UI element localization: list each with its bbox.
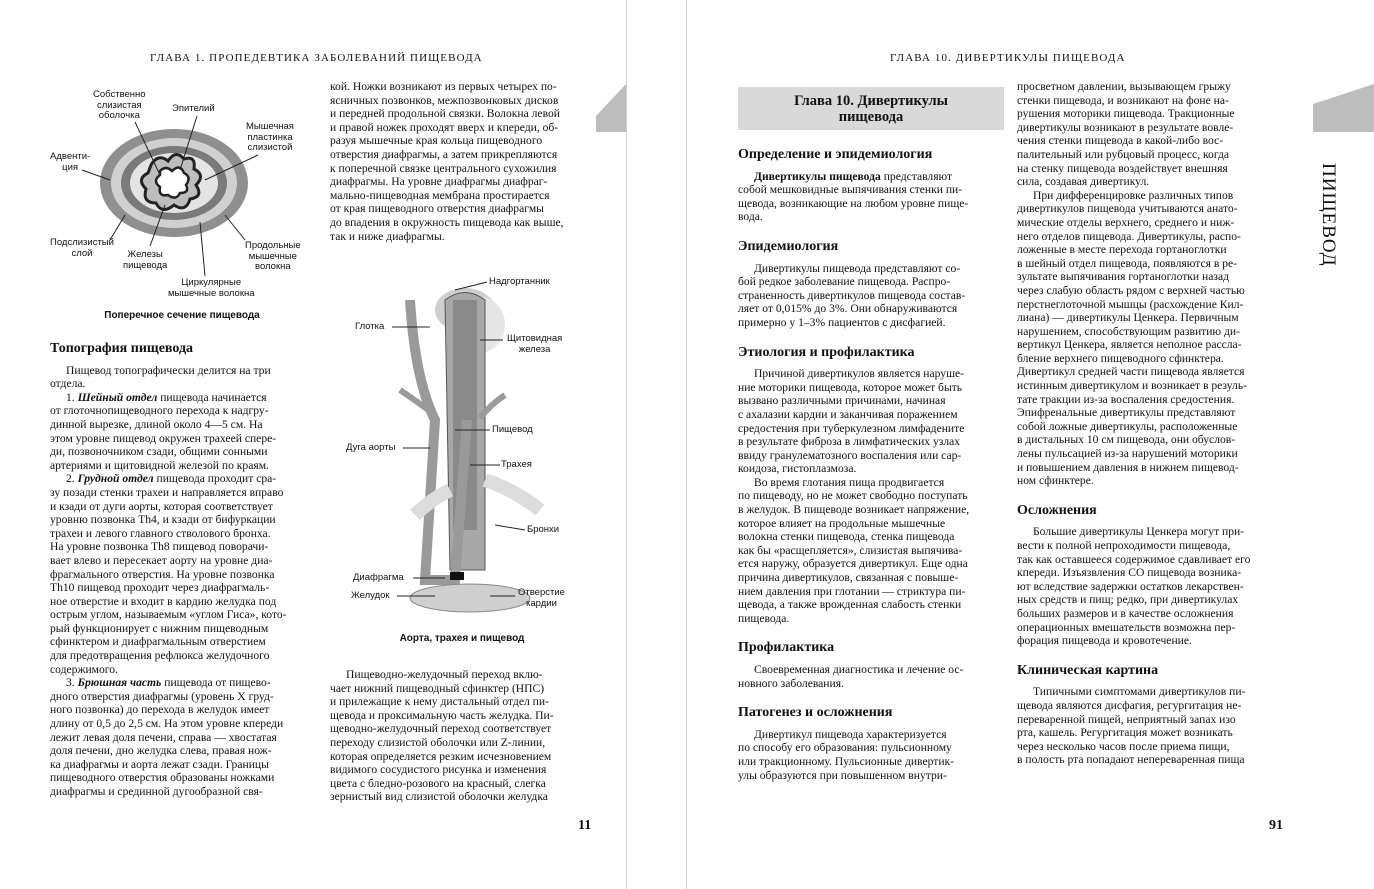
left-page [0,0,627,889]
label-submucosa: Подслизистый слой [50,237,114,259]
lumen [156,167,189,197]
definition-paragraph: Дивертикулы пищевода представляют [754,169,953,183]
figure2-caption: Аорта, трахея и пищевод [399,633,525,644]
label-pharynx: Глотка [355,321,385,332]
label-epithelium: Эпителий [172,103,215,114]
right-page-number: 91 [1269,818,1283,833]
gej-paragraph: Пищеводно-желудочный переход вклю- чает нижний пищеводный сфинктер (НПС) и прилежащие к нему дистальный отдел пи- щевода и проксимальную часть желудка. Пи- щеводно-желудочный переход соответствует переходу слизистой оболочки или Z-линии, которая определяется резким исчезновением видимого сосудистого рисунка и изменения цвета с бледно-розового на красный, слегка зернистый вид слизистой оболочки желудка [330,668,554,804]
epidemiology-heading: Эпидемиология [738,238,839,254]
label-mucosa: Собственно слизистая оболочка [93,89,146,121]
left-main-column: Топография пищевода Пищевод топографически делится на три отдела. 1. Шейный отдел пищевода начинается от глоточнопищеводного перехода к надгру- динной вырезке, длиной около 4—5 см. На этом уровне пищевод окружен трахеей спере- ди, позвоночником сзади, общими сонными артериями и щитовидной железой по краям. 2. Грудной отдел пищевода проходит сра- зу позади стенки трахеи и направляется вправо и кзади от дуги аорты, которая соответствует уровню позвонка Th4, и кзади от бифуркации трахеи и левого главного стволового бронха. На уровне позвонка Th8 пищевод поворачи- вает влево и пересекает аорту на уровне диа- фрагмального отверстия. На уровне позвонка Th10 пищевод проходит через диафрагмаль- ное отверстие и входит в кардию желудка под острым углом, называемым «углом Гиса», кото- рый функционирует с нижним пищеводным сфинктером и диафрагмальным отверстием для предотвращения рефлюкса желудочного содержимого. 3. Брюшная часть пищевода от пищево- дного отверстия диафрагмы (уровень X груд- ного позвонка) до перехода в желудок имеет длину от 0,5 до 2,5 см. На этом уровне кпереди лежит левая доля печени, справа — хвостатая доля печени, дно желудка слева, правая нож- ка диафрагмы и аорта лежат сзади. Границы пищеводного отверстия образованы ножками диафрагмы и срединной дугообразной свя- [50,326,316,799]
label-diaphragm: Диафрагма [353,572,404,583]
label-adventitia: Адвенти- ция [50,151,91,173]
label-circular-muscle: Циркулярные мышечные волокна [168,277,255,299]
label-trachea: Трахея [501,459,532,470]
prevention-heading: Профилактика [738,640,835,656]
right-side-tab-label: ПИЩЕВОД [1318,163,1339,267]
label-aortic-arch: Дуга аорты [346,442,396,453]
topography-heading: Топография пищевода [50,341,194,356]
thoracic-paragraph: 2. Грудной отдел пищевода проходит сра- [66,472,277,486]
pathogenesis-heading: Патогенез и осложнения [738,705,893,721]
right-thumb-tab [1313,84,1374,132]
diaphragm-mark [450,572,464,580]
left-page-number: 11 [578,818,592,833]
label-muscularis-mucosae: Мышечная пластинка слизистой [246,121,294,153]
right-column-1: Определение и эпидемиология Дивертикулы пищевода представляют собой мешковидные выпячивания стенки пи- щевода, возникающие на любом уровне пище- вода. Эпидемиология Дивертикулы пищевода представляют со- бой редкое заболевание пищевода. Распро- страненность дивертикулов пищевода состав- ляет от 0,015% до 3%. Они обнаруживаются примерно у 1–3% пациентов с дисфагией. Этиология и профилактика Причиной дивертикулов является наруше- ние моторики пищевода, которое может быть вызвано различными причинами, начиная с ахалазии кардии и заканчивая поражением средостения при туберкулезном лимфадените в результате фиброза в лимфатических узлах ввиду гранулематозного воспаления или сар- коидоза, гистоплазмоза. Во время глотания пища продвигается по пищеводу, но не может свободно поступать в желудок. В пищеводе возникает напряжение, которое влияет на продольные мышечные волокна стенки пищевода, стенка пищевода как бы «расщепляется», слизистая выпячива- ется наружу, образуется дивертикул. Еще одна причина дивертикулов, связанная с повыше- нием давления при глотании — стриктура пи- щевода, а также врожденная слабость стенки пищевода. Профилактика Своевременная диагностика и лечение ос- новного заболевания. Патогенез и осложнения Дивертикул пищевода характеризуется по способу его образования: пульсионному или тракционному. Пульсионные дивертик- улы образуются при повышенном внутри- [738,134,1004,782]
clinical-heading: Клиническая картина [1017,662,1159,678]
chapter-title-line1: Глава 10. Дивертикулы [794,92,948,109]
stomach-shape [410,584,530,612]
chapter-title-line2: пищевода [838,108,904,125]
label-thyroid: Щитовидная железа [507,333,563,355]
label-bronchi: Бронхи [527,524,560,535]
esophagus-cross-section-figure [96,125,256,245]
etiology-heading: Этиология и профилактика [738,344,915,360]
cervical-paragraph: 1. Шейный отдел пищевода начинается [66,390,267,404]
left-running-head: ГЛАВА 1. ПРОПЕДЕВТИКА ЗАБОЛЕВАНИЙ ПИЩЕВОДА [150,52,483,64]
label-cardia: Отверстие кардии [518,587,565,609]
right-column-2: просветном давлении, вызывающем грыжу стенки пищевода, и возникают на фоне на- рушения моторики пищевода. Тракционные дивертикулы возникают в результате вовле- чения стенки пищевода в какой-либо вос- палительный или рубцовый процесс, когда на стенку пищевода воздействует внешняя сила, создавая дивертикул. При дифференцировке различных типов дивертикулов пищевода учитываются анато- мические отделы верхнего, среднего и ниж- него отделов пищевода. Дивертикулы, распо- ложенные в месте перехода гортаноглотки в шейный отдел пищевода, появляются в ре- зультате выпячивания гортаноглотки назад через слабую область рядом с верхней частью перстнеглоточной мышцы (расхождение Кил- лиана) — дивертикулы Ценкера. Первичным нарушением, способствующим развитию ди- вертикул Ценкера, является неполное рассла- бление верхнего пищеводного сфинктера. Дивертикул средней части пищевода является истинным дивертикулом и возникает в резуль- тате тракции из-за воспаления средостения. Эпифренальные дивертикулы представляют собой ложные дивертикулы, расположенные в дистальных 10 см пищевода, они обуслов- лены пульсацией из-за нарушений моторики и повышением давления в нижнем пищевод- ном сфинктере. Осложнения Большие дивертикулы Ценкера могут при- вести к полной непроходимости пищевода, так как оставшееся содержимое сдавливает его кпереди. Изъязвления СО пищевода возника- ют вследствие задержки остатков лекарствен- ных средств и пищ; редко, при дивертикулах больших размеров и в качестве осложнения операционных вмешательств возможна пер- форация пищевода и кровотечение. Клиническая картина Типичными симптомами дивертикулов пи- щевода являются дисфагия, регургитация не- переваренной пищей, неприятный запах изо рта, кашель. Регургитация может возникать через несколько часов после приема пищи, в полость рта попадают непереваренная пища [1017,80,1283,767]
label-longitudinal-muscle: Продольные мышечные волокна [245,240,301,272]
left-top-right-text: кой. Ножки возникают из первых четырех по- ясничных позвонков, межпозвонковых дисков и передней продольной связки. Волокна левой и правой ножек проходят вверх и кпереди, об- разуя мышечные края кольца пищеводного отверстия диафрагмы, а затем прикрепляются к поперечной связке центрального сухожилия диафрагмы. На уровне диафрагмы диафраг- мально-пищеводная мембрана простирается от края пищеводного отверстия диафрагмы до впадения в окружность пищевода как выше, так и ниже диафрагмы. [330,80,564,243]
right-running-head: ГЛАВА 10. ДИВЕРТИКУЛЫ ПИЩЕВОДА [890,52,1126,64]
definition-heading: Определение и эпидемиология [738,147,933,162]
chapter-title-box [738,87,1004,130]
aorta-trachea-esophagus-figure [395,280,545,620]
label-esophagus: Пищевод [492,424,533,435]
label-epiglottis: Надгортанник [489,276,550,287]
gutter [627,0,685,889]
label-stomach: Желудок [351,590,390,601]
label-glands: Железы пищевода [123,249,168,271]
abdominal-paragraph: 3. Брюшная часть пищевода от пищево- [66,676,271,690]
figure1-caption: Поперечное сечение пищевода [104,310,260,321]
complications-heading: Осложнения [1017,502,1097,518]
left-thumb-tab [596,84,626,132]
